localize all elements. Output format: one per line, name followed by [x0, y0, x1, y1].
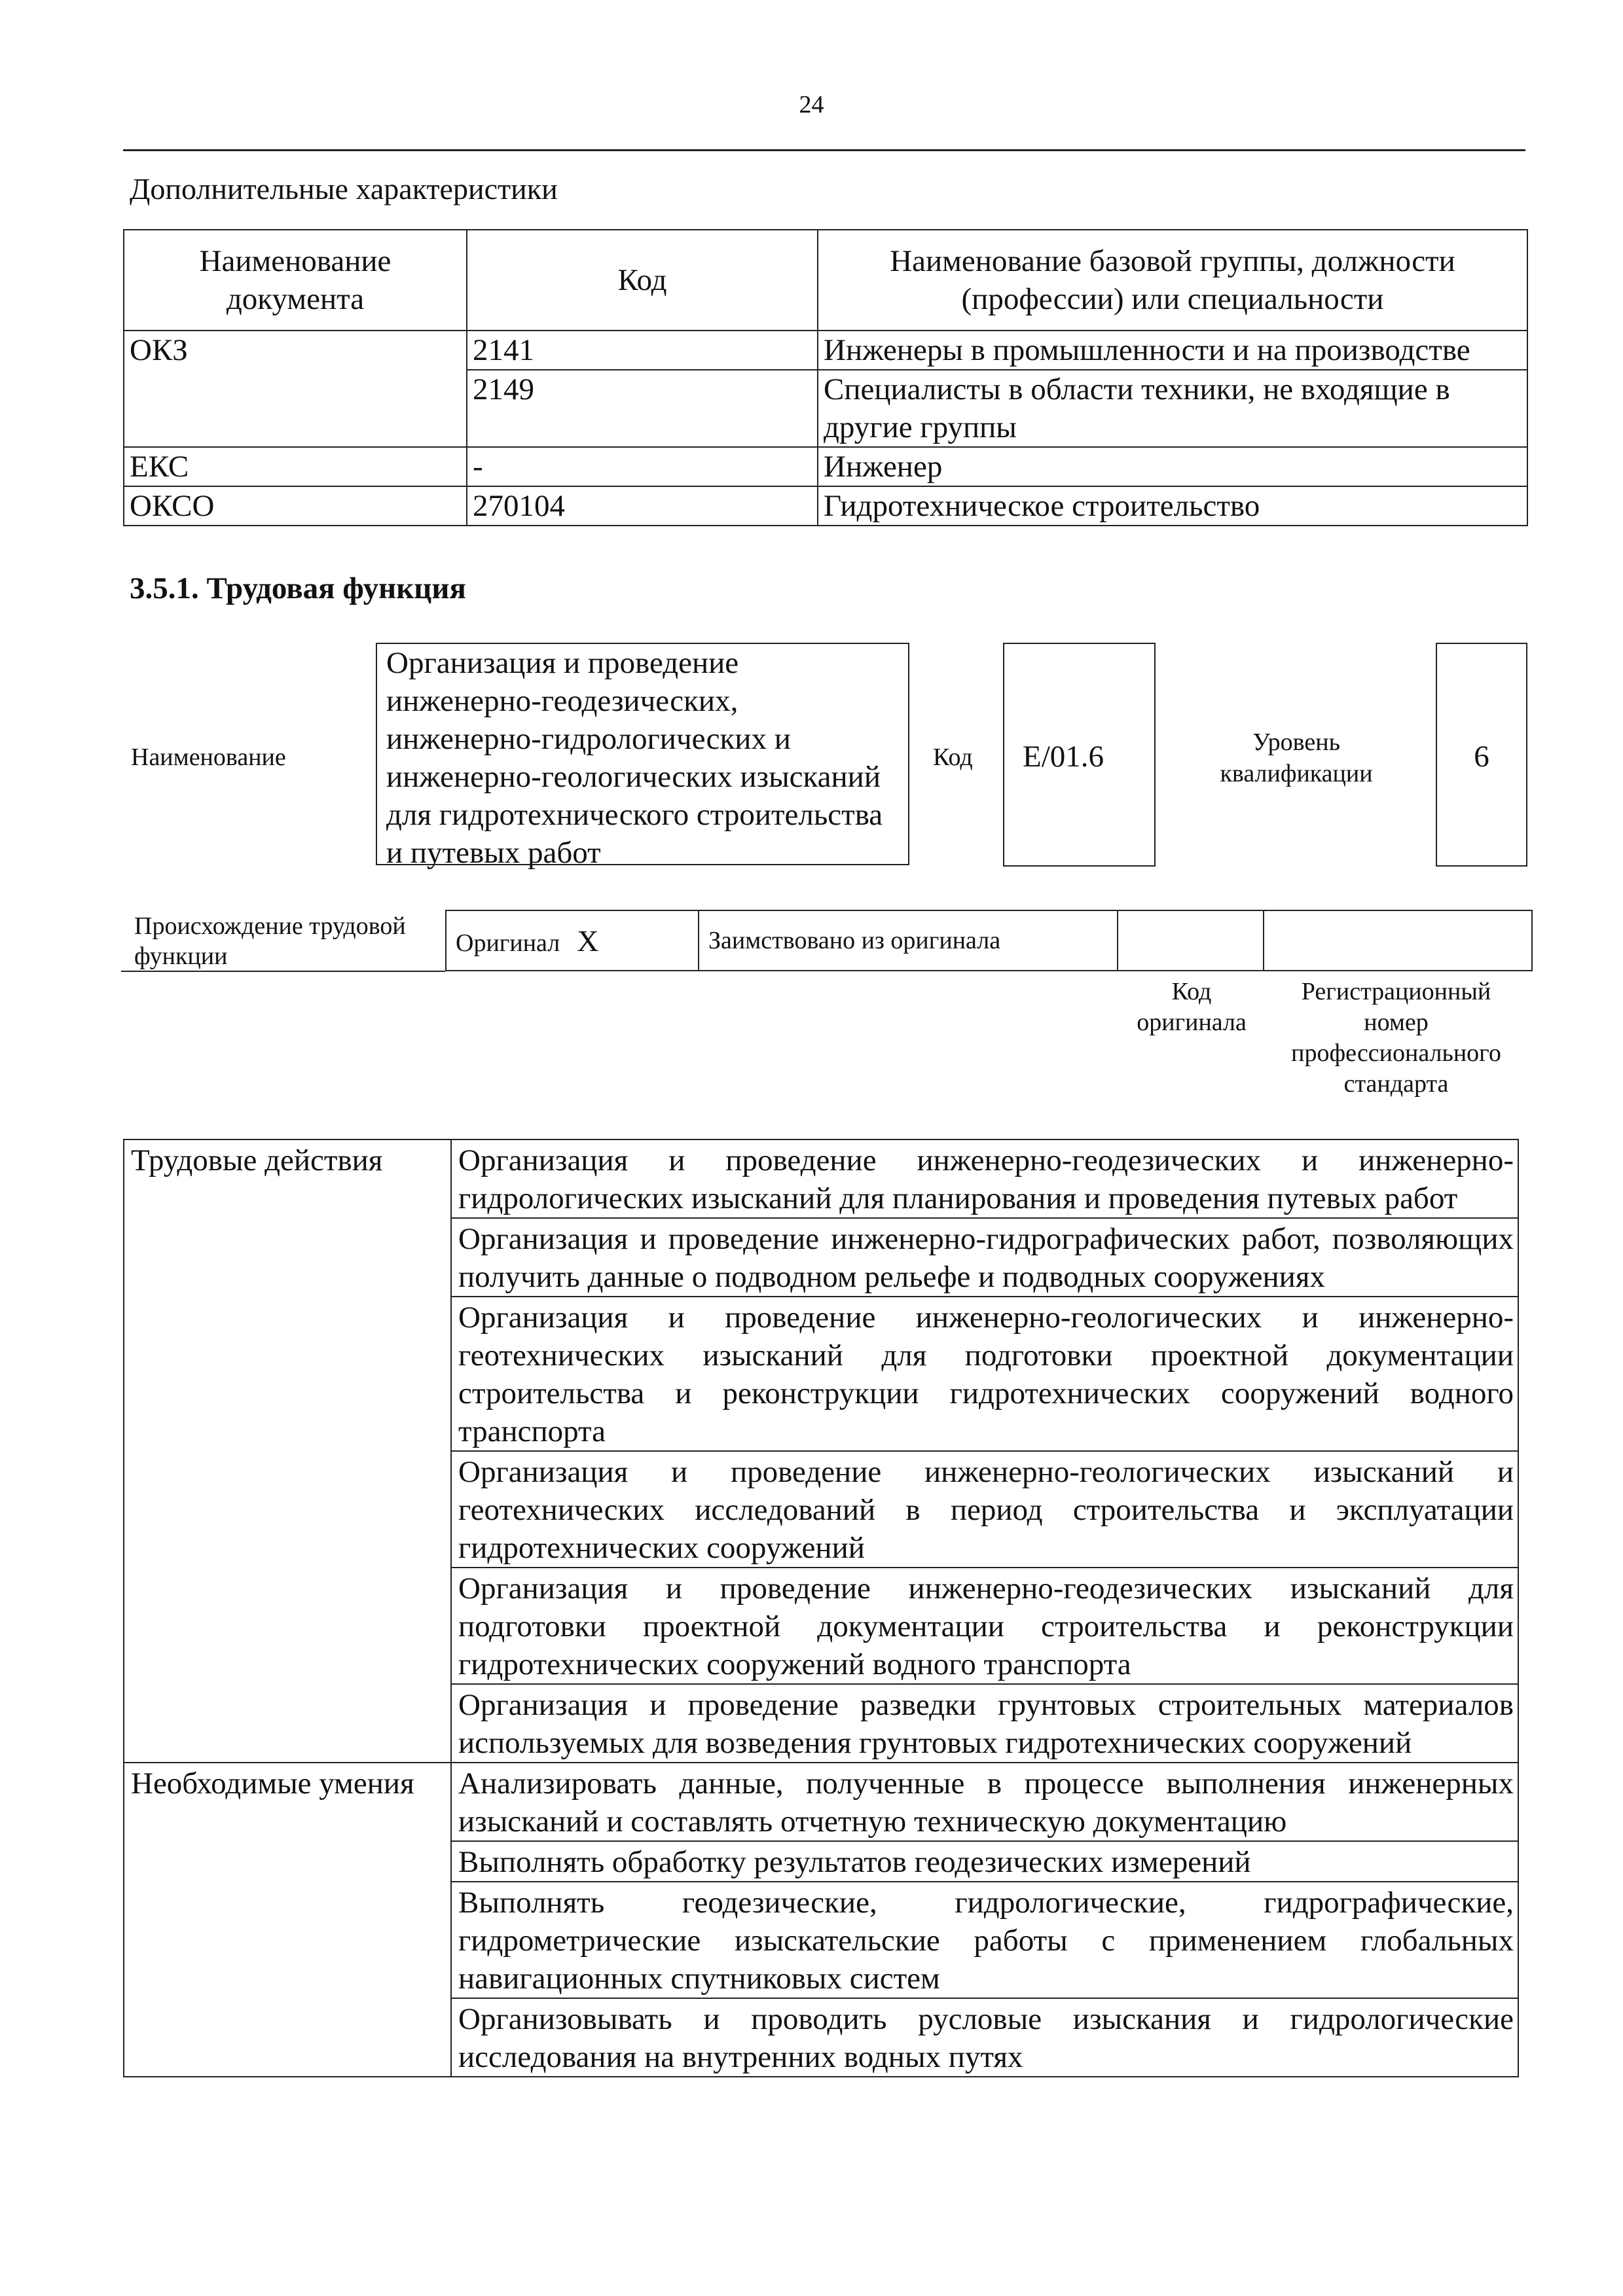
skills-label: Необходимые умения: [124, 1763, 451, 2077]
labor-action-item: Организация и проведение инженерно-геодезических изысканий для подготовки проектной документации строительства и реконструкции гидротехнических сооружений водного транспорта: [451, 1568, 1518, 1684]
table-row: [124, 331, 1527, 370]
cell-name: Инженер: [818, 447, 1527, 486]
function-name-label: Наименование: [131, 744, 286, 771]
characteristics-table: [123, 229, 1528, 526]
original-label: Оригинал: [456, 929, 560, 957]
borrowed-cell: Заимствовано из оригинала: [699, 910, 1118, 971]
labor-action-item: Организация и проведение разведки грунтовых строительных материалов используемых для возведения грунтовых гидротехнических сооружений: [451, 1684, 1518, 1763]
cell-code: 2141: [467, 331, 818, 370]
qualification-level-label: Уровень квалификации: [1220, 728, 1373, 787]
cell-name: Специалисты в области техники, не входящие в другие группы: [818, 370, 1527, 447]
characteristics-header-row: [124, 230, 1527, 331]
registration-number-caption: Регистрационный номер профессионального стандарта: [1291, 978, 1501, 1098]
origin-row: [446, 910, 1532, 971]
cell-code: 2149: [467, 370, 818, 447]
skill-item: Анализировать данные, полученные в процессе выполнения инженерных изысканий и составлять отчетную техническую документацию: [451, 1763, 1518, 1841]
table-row: [124, 486, 1527, 526]
labor-action-item: Организация и проведение инженерно-геодезических и инженерно-гидрологических изысканий для планирования и проведения путевых работ: [451, 1139, 1518, 1218]
labor-action-item: Организация и проведение инженерно-геологических изысканий и геотехнических исследований в период строительства и эксплуатации гидротехнических сооружений: [451, 1451, 1518, 1568]
function-code-label: Код: [933, 744, 973, 771]
origin-label: Происхождение трудовой функции: [134, 912, 406, 970]
cell-doc: ОКСО: [124, 486, 467, 526]
skill-item: Выполнять обработку результатов геодезических измерений: [451, 1841, 1518, 1882]
cell-code: 270104: [467, 486, 818, 526]
cell-doc: ЕКС: [124, 447, 467, 486]
function-code-box: Е/01.6: [1003, 643, 1156, 867]
cell-code: -: [467, 447, 818, 486]
actions-table: [123, 1139, 1519, 2077]
registration-number-cell: [1264, 910, 1532, 971]
original-code-cell: [1118, 910, 1264, 971]
skill-item: Выполнять геодезические, гидрологические, гидрографические, гидрометрические изыскательские работы с применением глобальных навигационных спутниковых систем: [451, 1882, 1518, 1998]
header-group-name: Наименование базовой группы, должности (профессии) или специальности: [818, 230, 1527, 331]
qualification-level-box: 6: [1436, 643, 1527, 867]
origin-underline: [121, 971, 445, 972]
origin-table: [445, 910, 1533, 971]
original-code-caption: Код оригинала: [1137, 978, 1247, 1036]
header-document: Наименование документа: [124, 230, 467, 331]
cell-name: Гидротехническое строительство: [818, 486, 1527, 526]
header-code: Код: [467, 230, 818, 331]
cell-name: Инженеры в промышленности и на производстве: [818, 331, 1527, 370]
labor-action-item: Организация и проведение инженерно-геологических и инженерно-геотехнических изысканий для подготовки проектной документации строительства и реконструкции гидротехнических сооружений водного транспорта: [451, 1297, 1518, 1451]
page-number: 24: [799, 91, 824, 118]
section-title: Дополнительные характеристики: [130, 172, 558, 206]
labor-action-item: Организация и проведение инженерно-гидрографических работ, позволяющих получить данные о подводном рельефе и подводных сооружениях: [451, 1218, 1518, 1297]
original-mark: X: [577, 924, 599, 958]
skill-item: Организовывать и проводить русловые изыскания и гидрологические исследования на внутренних водных путях: [451, 1998, 1518, 2077]
header-rule: [123, 149, 1525, 151]
table-row: [124, 447, 1527, 486]
table-row: [124, 1763, 1518, 1841]
function-name-box: Организация и проведение инженерно-геодезических, инженерно-гидрологических и инженерно-геологических изысканий для гидротехнического строительства и путевых работ: [376, 643, 909, 865]
table-row: [124, 1139, 1518, 1218]
labor-function-heading: 3.5.1. Трудовая функция: [130, 571, 466, 605]
cell-doc: ОКЗ: [124, 331, 467, 447]
original-cell: [446, 910, 699, 971]
labor-actions-label: Трудовые действия: [124, 1139, 451, 1763]
